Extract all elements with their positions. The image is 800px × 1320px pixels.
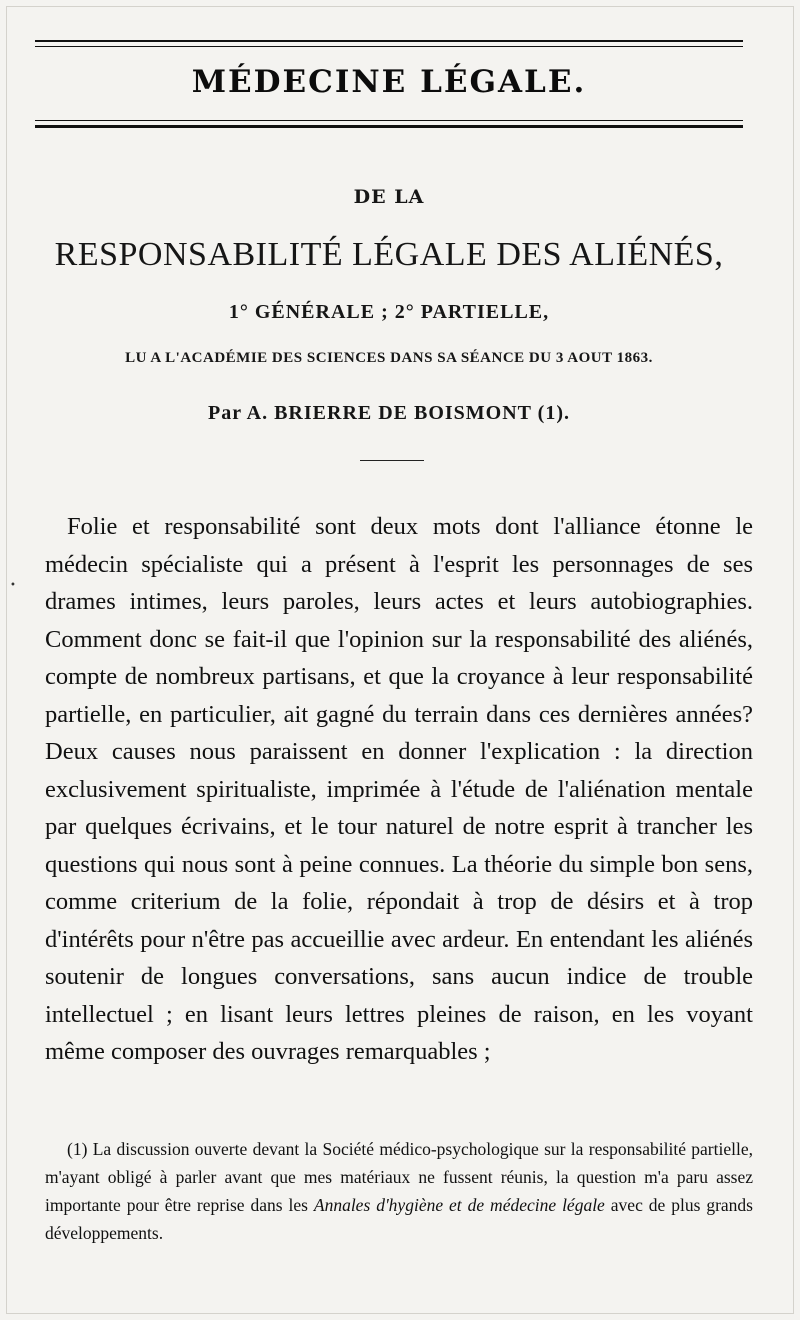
- section-header-title: MÉDECINE LÉGALE.: [191, 64, 587, 100]
- title-prefix: DE LA: [353, 186, 425, 208]
- article-body: Folie et responsabilité sont deux mots dont l'alliance étonne le médecin spécialiste qui a présent à l'esprit les personnages de ses drames intimes, leurs paroles, leurs actes et leurs autobiographies. Comment donc se fait-il que l'opinion sur la responsabilité des aliénés, compte de nombreux partisans, et que la croyance à leur responsabilité partielle, en particulier, ait gagné du terrain dans ces dernières années? Deux causes nous paraissent en donner l'explication : la direction exclusivement spiritualiste, imprimée à l'étude de l'aliénation mentale par quelques écrivains, et le tour naturel de notre esprit à trancher les questions qui nous sont à peine connues. La théorie du simple bon sens, comme criterium de la folie, répondait à trop de désirs et à trop d'intérêts pour n'être pas accueillie avec ardeur. En entendant les aliénés soutenir de longues conversations, sans aucun indice de trouble intellectuel ; en lisant leurs lettres pleines de raison, en les voyant même composer des ouvrages remarquables ;: [45, 513, 753, 1065]
- footnote: [45, 1135, 753, 1247]
- footnote-journal-title: Annales d'hygiène et de médecine légale: [313, 1195, 605, 1215]
- margin-mark: •: [10, 580, 16, 591]
- article-title: RESPONSABILITÉ LÉGALE DES ALIÉNÉS,: [54, 236, 724, 273]
- footnote-text-start: (1) La discussion ouverte devant la Société médico-psychologique sur la responsabilité partielle, m'ayant obligé à parler avant que mes matériaux ne fussent réunis, la question m'a paru assez importante pour être reprise dans les: [45, 1139, 753, 1215]
- footnote-text-end: avec de plus grands développements.: [45, 1195, 753, 1243]
- header-bottom-rule-thin: [35, 120, 743, 121]
- header-top-rule: [35, 40, 743, 42]
- separator-rule: [360, 460, 424, 461]
- header-top-rule-thin: [35, 46, 743, 47]
- article-subtitle: 1° GÉNÉRALE ; 2° PARTIELLE,: [228, 301, 550, 323]
- author-byline: Par A. BRIERRE DE BOISMONT (1).: [208, 402, 570, 424]
- header-bottom-rule: [35, 125, 743, 128]
- session-note: LU A L'ACADÉMIE DES SCIENCES DANS SA SÉANCE DU 3 AOUT 1863.: [125, 350, 653, 366]
